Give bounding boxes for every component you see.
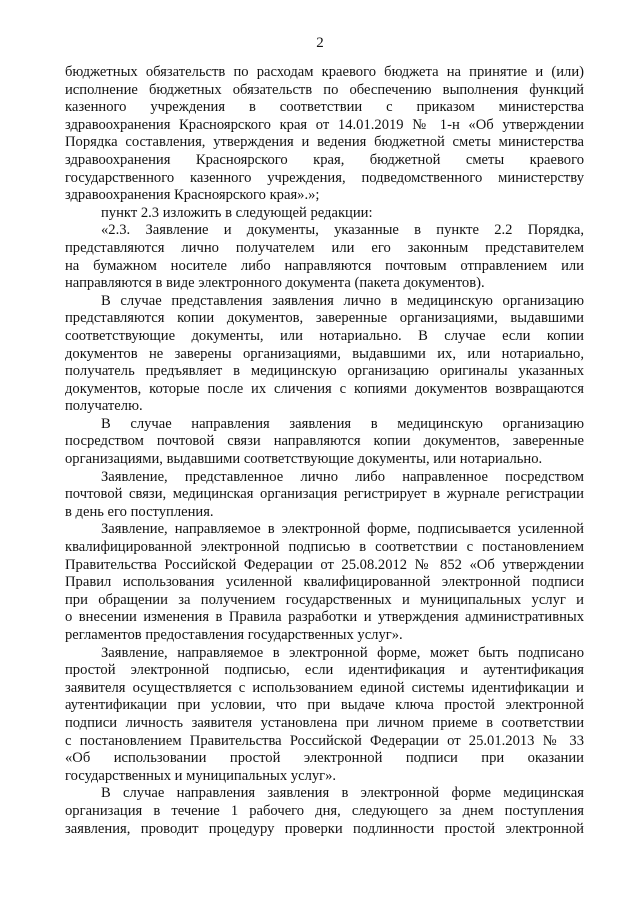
- page-number: 2: [316, 35, 324, 51]
- text-line: получатель предъявляет в медицинскую организацию оригиналы указанных: [65, 363, 584, 380]
- text-line: казенного учреждения в соответствии с приказом министерства: [65, 99, 584, 116]
- text-line: на бумажном носителе либо направляются почтовым отправлением или: [65, 257, 584, 274]
- text-line: при обращении за получением государственных и муниципальных услуг и: [65, 591, 584, 608]
- text-line: посредством почтовой связи направляются копии документов, заверенные: [65, 433, 584, 450]
- text-line: с постановлением Правительства Российской Федерации от 25.01.2013 № 33: [65, 732, 584, 749]
- paragraph: [65, 416, 584, 469]
- text-line: Заявление, представленное лично либо направленное посредством: [101, 468, 584, 485]
- text-line: регламентов предоставления государственных услуг».: [65, 627, 403, 643]
- text-line: В случае направления заявления в электронной форме медицинская: [101, 785, 584, 802]
- text-line: «2.3. Заявление и документы, указанные в пункте 2.2 Порядка,: [101, 222, 584, 239]
- paragraph: [65, 469, 584, 522]
- text-line: документов не заверены организациями, выдавшими их, или нотариально,: [65, 345, 584, 362]
- text-line: В случае направления заявления в медицинскую организацию: [101, 415, 584, 432]
- paragraph: [65, 293, 584, 416]
- text-line: организациями, выдавшими соответствующие документы, или нотариально.: [65, 451, 543, 468]
- text-line: бюджетных обязательств по расходам краевого бюджета на принятие и (или): [65, 64, 584, 80]
- paragraph: [65, 222, 584, 292]
- text-line: «Об использовании простой электронной подписи при оказании: [65, 750, 584, 767]
- text-line: исполнение бюджетных обязательств по обеспечению выполнения функций: [65, 81, 584, 98]
- text-line: Правительства Российской Федерации от 25.08.2012 № 852 «Об утверждении: [65, 556, 584, 573]
- text-line: Заявление, направляемое в электронной форме, может быть подписано: [101, 644, 584, 661]
- text-line: документов, которые после их сличения с копиями документов возвращаются: [65, 380, 584, 397]
- text-line: подписи личность заявителя установлена при личном приеме в соответствии: [65, 714, 584, 731]
- paragraph: [65, 64, 584, 205]
- text-line: получателю.: [65, 398, 143, 415]
- text-line: заявителя осуществляется с использованием единой системы идентификации и: [65, 679, 584, 696]
- text-line: Порядка составления, утверждения и ведения бюджетной сметы министерства: [65, 134, 584, 151]
- text-line: о внесении изменения в Правила разработки и утверждения административных: [65, 609, 584, 626]
- text-line: пункт 2.3 изложить в следующей редакции:: [101, 204, 373, 221]
- text-line: аутентификации при условии, что при выдаче ключа простой электронной: [65, 697, 584, 714]
- text-line: направляются в виде электронного документа (пакета документов).: [65, 275, 485, 292]
- paragraph: [65, 645, 584, 786]
- text-line: здравоохранения Красноярского края, бюджетной сметы краевого: [65, 151, 584, 168]
- text-line: квалифицированной электронной подписью в соответствии с постановлением: [65, 539, 584, 556]
- text-line: соответствующие документы, или нотариально. В случае если копии: [65, 327, 584, 344]
- paragraph: [65, 521, 584, 644]
- text-line: В случае представления заявления лично в медицинскую организацию: [101, 292, 584, 309]
- text-line: Правил использования усиленной квалифицированной электронной подписи: [65, 574, 584, 591]
- text-line: здравоохранения Красноярского края от 14.01.2019 № 1-н «Об утверждении: [65, 116, 584, 133]
- text-line: представляются лично получателем или его законным представителем: [65, 239, 584, 256]
- text-line: государственных и муниципальных услуг».: [65, 767, 337, 784]
- document-body: [65, 64, 584, 838]
- text-line: Заявление, направляемое в электронной форме, подписывается усиленной: [101, 521, 584, 538]
- text-line: здравоохранения Красноярского края».»;: [65, 187, 320, 204]
- text-line: государственного казенного учреждения, подведомственного министерству: [65, 169, 584, 186]
- paragraph: [65, 205, 584, 223]
- text-line: почтовой связи, медицинская организация регистрирует в журнале регистрации: [65, 486, 584, 503]
- text-line: в день его поступления.: [65, 503, 214, 520]
- text-line: простой электронной подписью, если идентификация и аутентификация: [65, 662, 584, 679]
- text-line: организация в течение 1 рабочего дня, следующего за днем поступления: [65, 802, 584, 819]
- text-line: заявления, проводит процедуру проверки подлинности простой электронной: [65, 820, 584, 837]
- paragraph: [65, 785, 584, 838]
- text-line: представляются копии документов, заверенные организациями, выдавшими: [65, 310, 584, 327]
